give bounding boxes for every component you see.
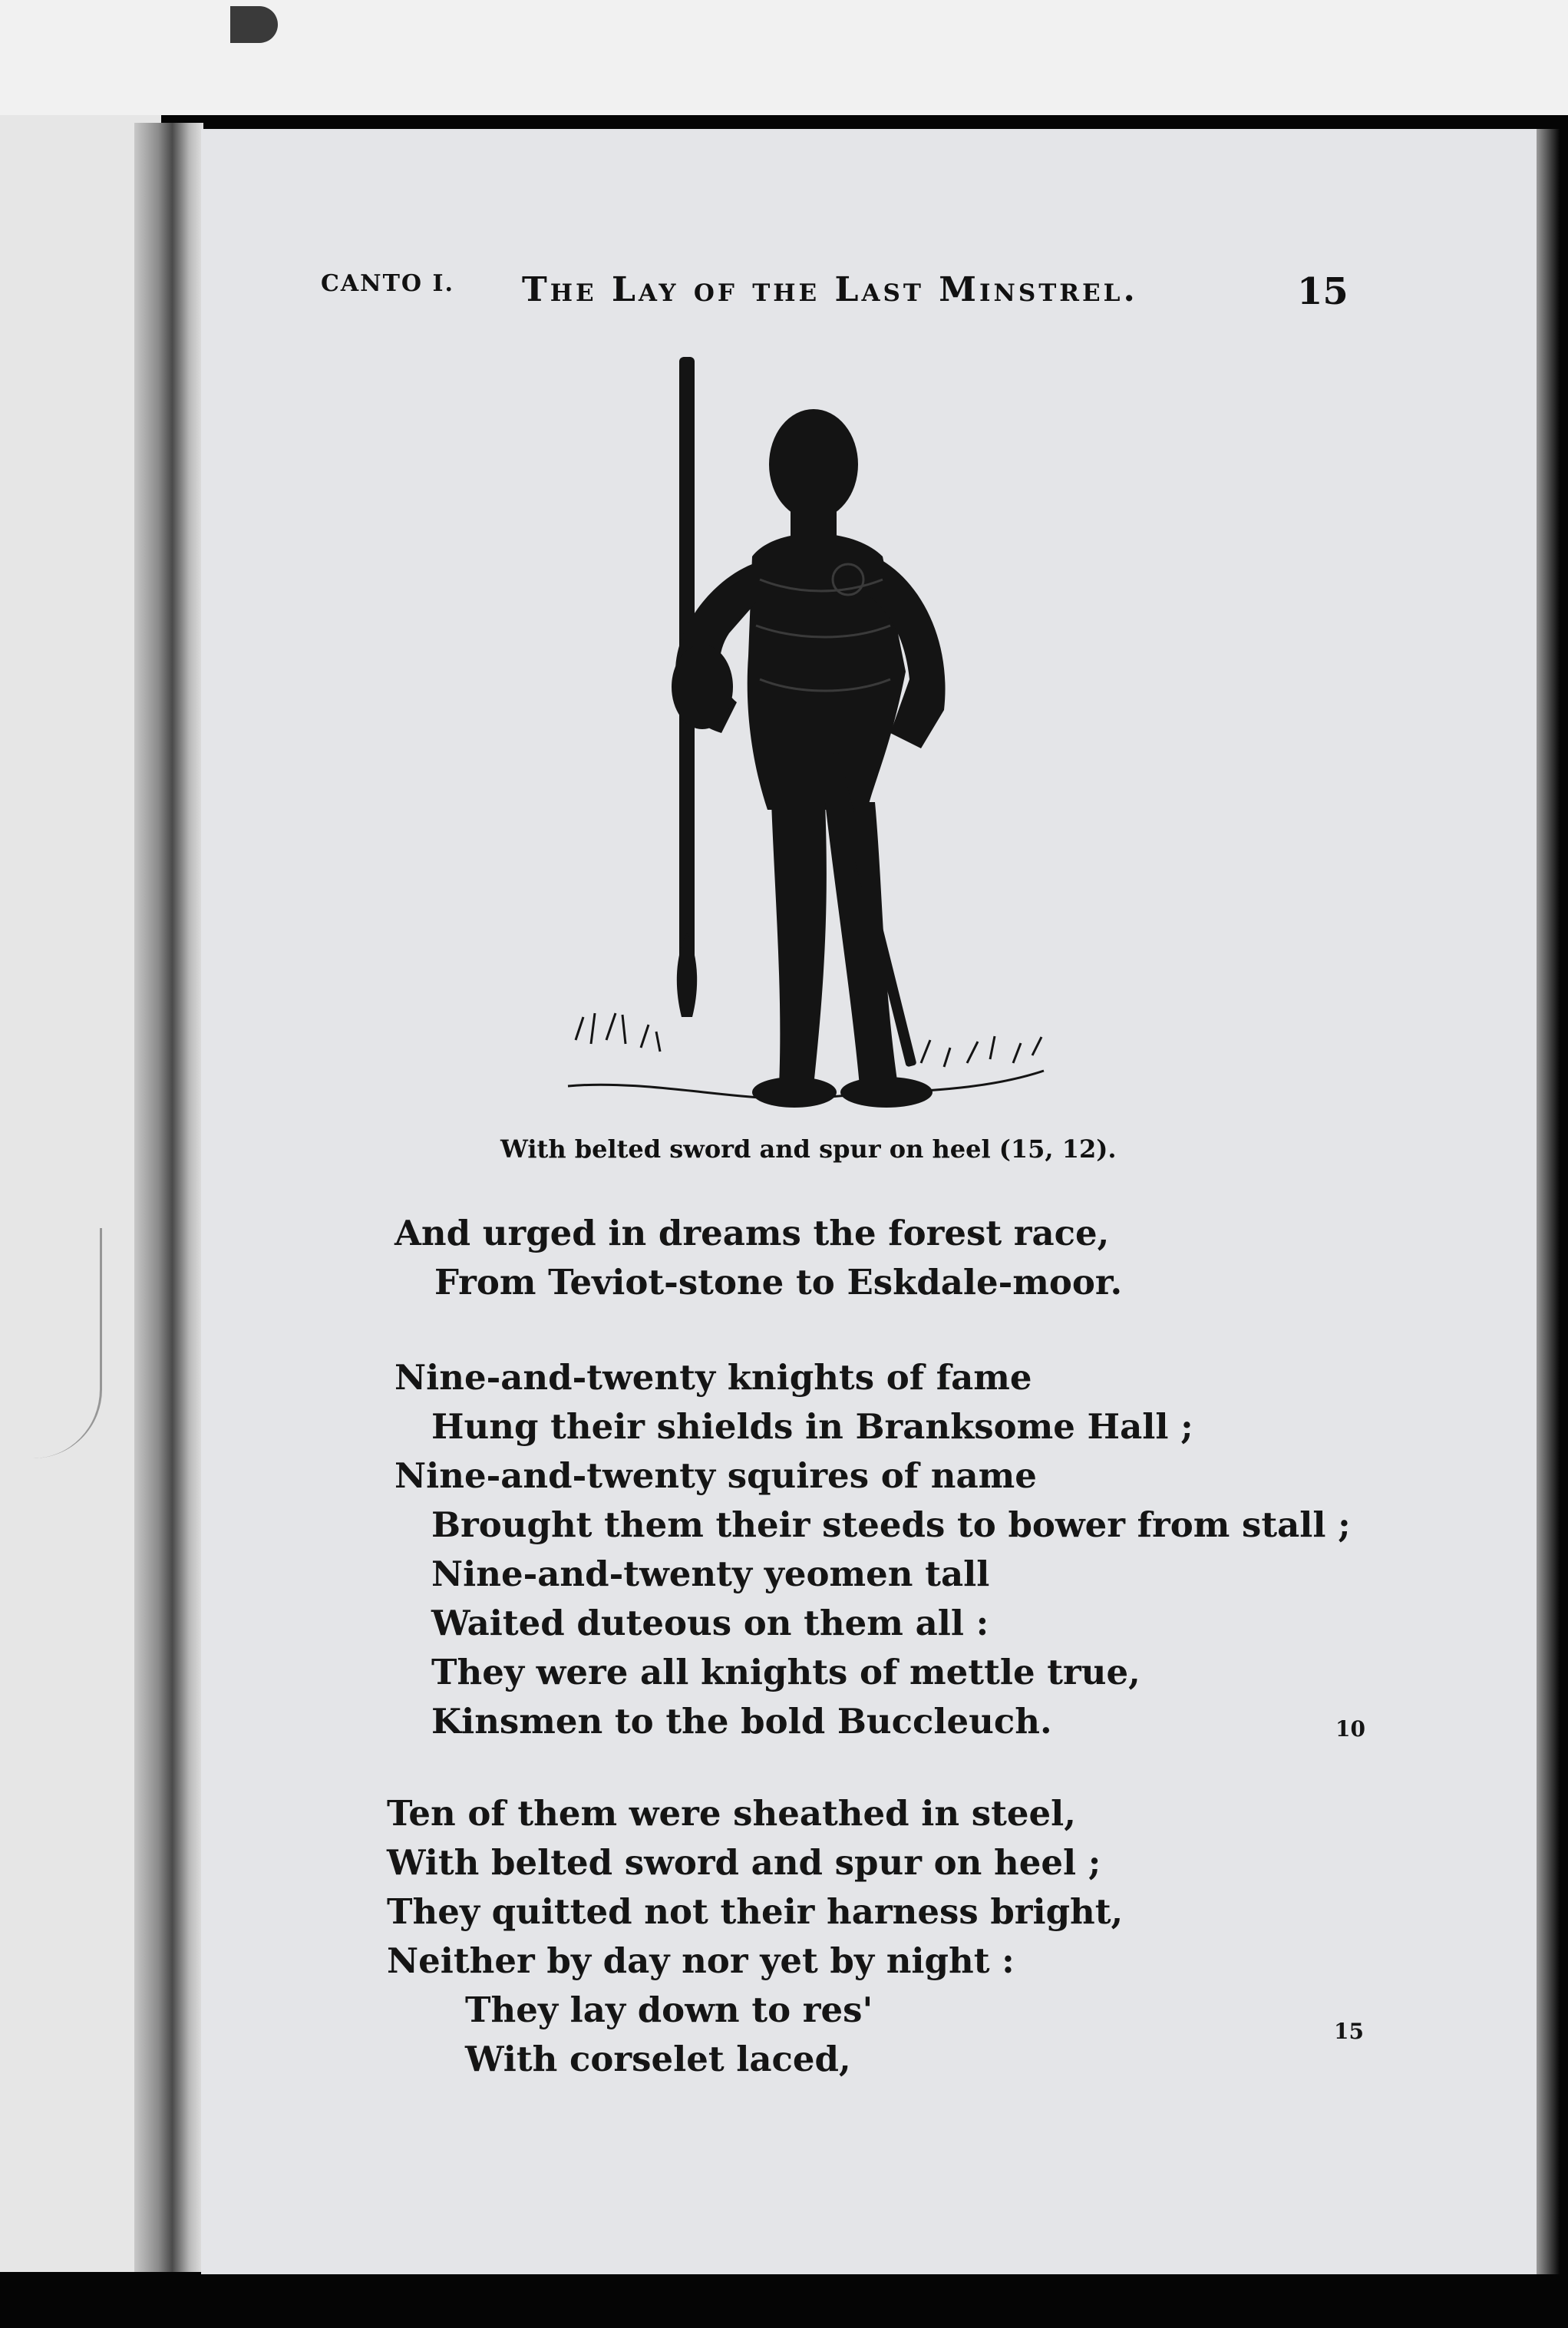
poem-line: Nine-and-twenty yeomen tall [431,1554,990,1594]
line-number: 15 [1334,2019,1364,2044]
poem-line: Neither by day nor yet by night : [387,1940,1015,1981]
poem-line: And urged in dreams the forest race, [394,1213,1110,1253]
poem-line: With corselet laced, [465,2039,851,2079]
running-head-canto: CANTO I. [321,270,454,297]
poem-line: Kinsmen to the bold Buccleuch. [431,1701,1052,1742]
poem-line: Ten of them were sheathed in steel, [387,1793,1076,1834]
poem-line: Waited duteous on them all : [431,1603,989,1643]
poem-line: With belted sword and spur on heel ; [387,1842,1101,1883]
poem-line: They lay down to res' [465,1990,873,2030]
running-head-title: The Lay of the Last Minstrel. [522,270,1138,309]
knight-left-foot [752,1077,837,1108]
page-edge-shadow [1537,129,1560,2274]
poem-line: They were all knights of mettle true, [431,1652,1141,1692]
poem-line: From Teviot-stone to Eskdale-moor. [434,1262,1123,1303]
poem-line: They quitted not their harness bright, [387,1891,1124,1932]
scan-mark [230,6,278,43]
line-number: 10 [1335,1716,1365,1742]
knight-left-leg [771,802,827,1086]
left-page-curl [31,1228,102,1458]
page-number: 15 [1297,270,1348,313]
book-gutter [134,123,203,2272]
illustration-caption: With belted sword and spur on heel (15, 12). [500,1134,1117,1164]
poem-line: Nine-and-twenty squires of name [394,1455,1037,1496]
poem-line: Brought them their steeds to bower from stall ; [431,1504,1351,1545]
poem-line: Nine-and-twenty knights of fame [394,1357,1032,1398]
knight-helmet [769,409,858,520]
knight-illustration [560,349,1067,1117]
poem-line: Hung their shields in Branksome Hall ; [431,1406,1193,1447]
